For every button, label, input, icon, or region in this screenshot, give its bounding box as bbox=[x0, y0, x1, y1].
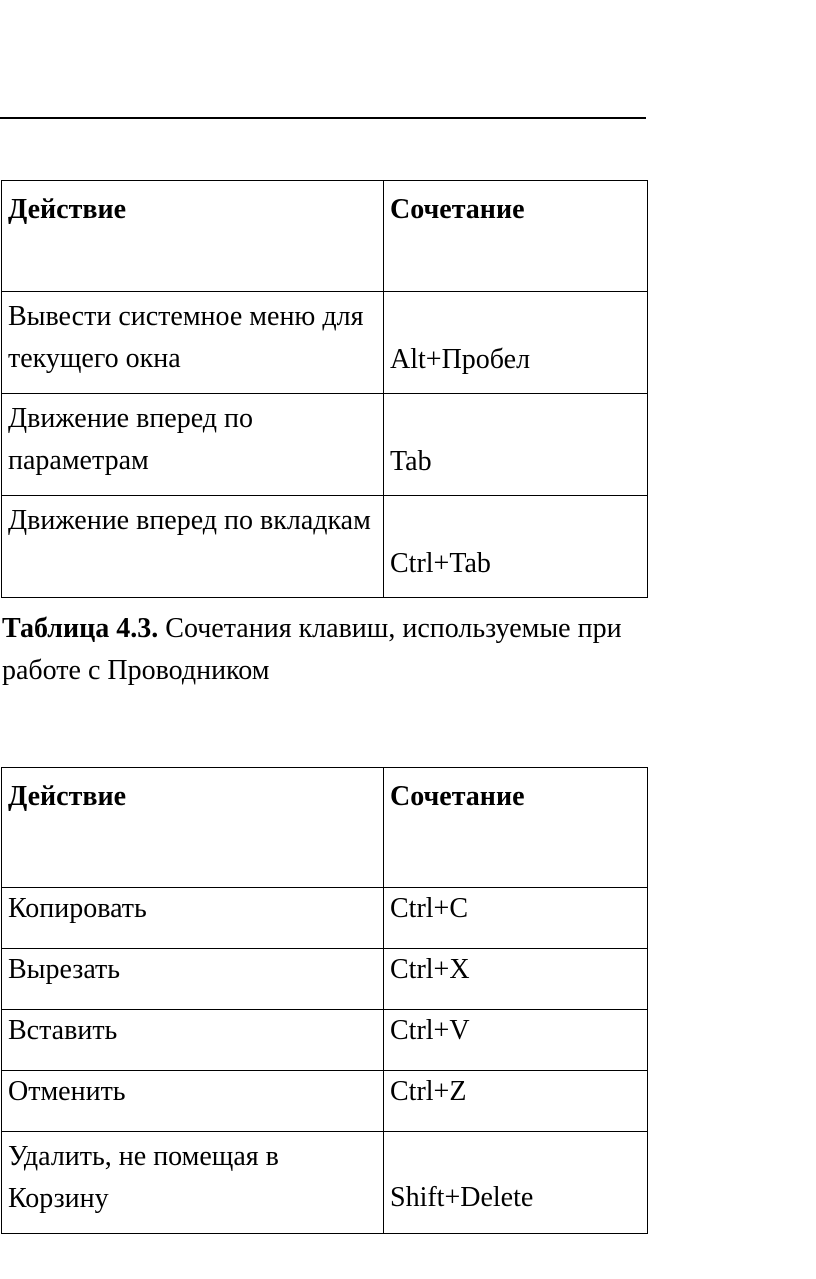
action-cell: Вставить bbox=[2, 1010, 384, 1071]
table-header-row bbox=[2, 181, 648, 292]
combo-cell: Tab bbox=[384, 394, 648, 496]
combo-cell: Ctrl+V bbox=[384, 1010, 648, 1071]
action-cell: Вырезать bbox=[2, 949, 384, 1010]
caption-label: Таблица 4.3. bbox=[2, 613, 159, 644]
combo-cell: Ctrl+C bbox=[384, 888, 648, 949]
combo-cell: Shift+Delete bbox=[384, 1132, 648, 1234]
shortcut-table-windows bbox=[1, 180, 648, 598]
action-cell: Удалить, не помещая в Корзину bbox=[2, 1132, 384, 1234]
table-row bbox=[2, 888, 648, 949]
table-row bbox=[2, 949, 648, 1010]
shortcut-table-explorer bbox=[1, 767, 648, 1234]
combo-cell: Alt+Пробел bbox=[384, 292, 648, 394]
combo-cell: Ctrl+X bbox=[384, 949, 648, 1010]
table-row bbox=[2, 1010, 648, 1071]
column-header-action: Действие bbox=[2, 768, 384, 888]
action-cell: Движение вперед по вкладкам bbox=[2, 496, 384, 598]
table-row bbox=[2, 292, 648, 394]
column-header-combo: Сочетание bbox=[384, 181, 648, 292]
action-cell: Движение вперед по параметрам bbox=[2, 394, 384, 496]
action-cell: Вывести системное меню для текущего окна bbox=[2, 292, 384, 394]
combo-cell: Ctrl+Z bbox=[384, 1071, 648, 1132]
table-row bbox=[2, 1071, 648, 1132]
action-cell: Копировать bbox=[2, 888, 384, 949]
column-header-combo: Сочетание bbox=[384, 768, 648, 888]
table-row bbox=[2, 394, 648, 496]
column-header-action: Действие bbox=[2, 181, 384, 292]
caption-text: Сочетания клавиш, используемые при работе с Проводником bbox=[2, 613, 622, 686]
action-cell: Отменить bbox=[2, 1071, 384, 1132]
table-row bbox=[2, 1132, 648, 1234]
top-horizontal-rule bbox=[0, 117, 646, 119]
table-caption bbox=[2, 608, 662, 692]
combo-cell: Ctrl+Tab bbox=[384, 496, 648, 598]
table-header-row bbox=[2, 768, 648, 888]
table-row bbox=[2, 496, 648, 598]
